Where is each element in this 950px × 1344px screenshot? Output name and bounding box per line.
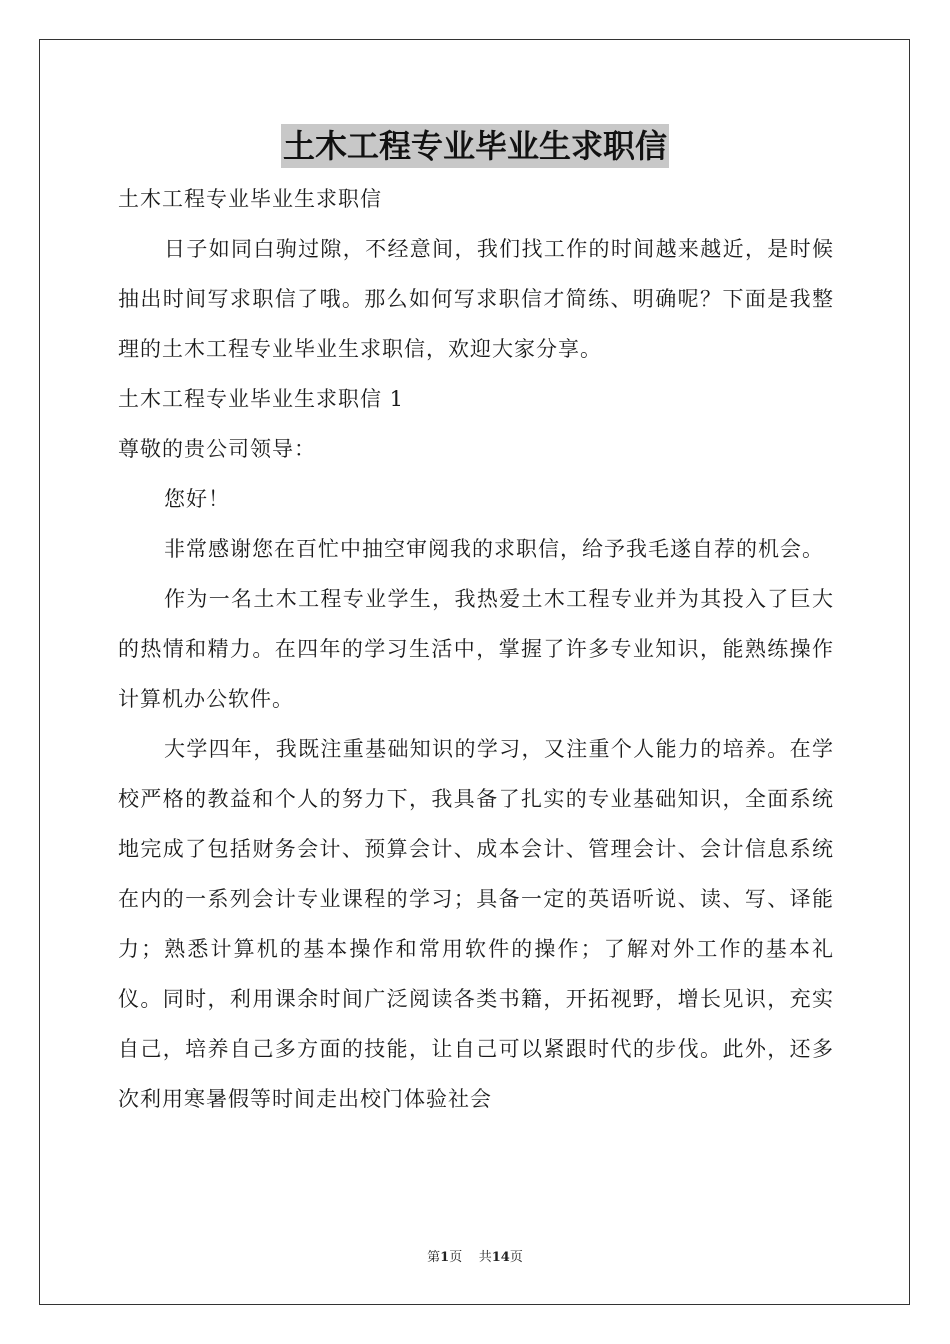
paragraph: 土木工程专业毕业生求职信 (118, 187, 382, 211)
title-area (0, 124, 950, 168)
paragraph: 大学四年，我既注重基础知识的学习，又注重个人能力的培养。在学校严格的教益和个人的努力下，我具备了扎实的专业基础知识，全面系统地完成了包括财务会计、预算会计、成本会计、管理会计、会计信息系统在内的一系列会计专业课程的学习；具备一定的英语听说、读、写、译能力；熟悉计算机的基本操作和常用软件的操作；了解对外工作的基本礼仪。同时，利用课余时间广泛阅读各类书籍，开拓视野，增长见识，充实自己，培养自己多方面的技能，让自己可以紧跟时代的步伐。此外，还多次利用寒暑假等时间走出校门体验社会 (118, 737, 834, 1111)
page-prefix: 第 (427, 1250, 441, 1265)
paragraph: 非常感谢您在百忙中抽空审阅我的求职信，给予我毛遂自荐的机会。 (164, 537, 824, 561)
page-total: 14 (491, 1250, 510, 1265)
total-prefix: 共 (478, 1250, 492, 1265)
page-number: 1 (440, 1250, 450, 1265)
paragraph: 您好！ (164, 487, 230, 511)
document-title: 土木工程专业毕业生求职信 (281, 124, 669, 168)
paragraph: 作为一名土木工程专业学生，我热爱土木工程专业并为其投入了巨大的热情和精力。在四年的学习生活中，掌握了许多专业知识，能熟练操作计算机办公软件。 (118, 587, 834, 711)
page-unit: 页 (449, 1250, 463, 1265)
total-unit: 页 (509, 1250, 523, 1265)
paragraph: 日子如同白驹过隙，不经意间，我们找工作的时间越来越近，是时候抽出时间写求职信了哦。那么如何写求职信才简练、明确呢？下面是我整理的土木工程专业毕业生求职信，欢迎大家分享。 (118, 237, 834, 361)
document-body (118, 174, 834, 1124)
page-footer (0, 1246, 950, 1265)
paragraph: 尊敬的贵公司领导： (118, 437, 316, 461)
paragraph: 土木工程专业毕业生求职信 1 (118, 387, 405, 411)
